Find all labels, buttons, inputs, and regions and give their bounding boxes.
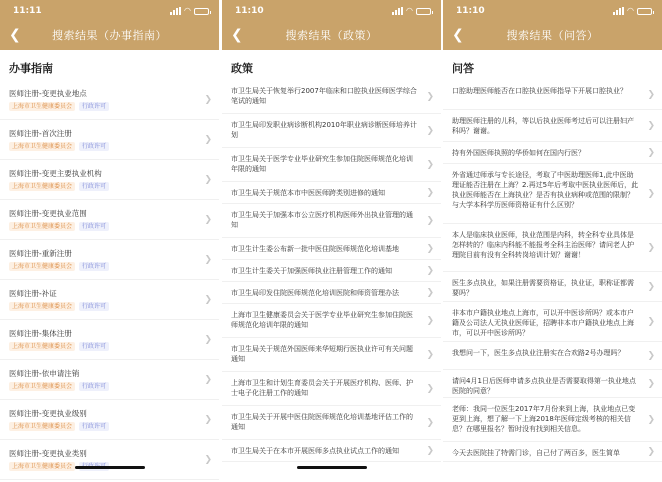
- header-bar: [222, 0, 441, 50]
- signal-icon: [392, 7, 403, 15]
- guide-list-item[interactable]: [0, 200, 219, 240]
- qa-list-item[interactable]: [443, 398, 662, 442]
- screen-qa: [443, 0, 662, 482]
- chevron-right-icon: ❯: [426, 91, 434, 102]
- battery-icon: [637, 8, 652, 15]
- guide-list-item[interactable]: [0, 240, 219, 280]
- status-time: 11:10: [235, 6, 264, 16]
- policy-item-title: 市卫生局关于规范外国医师来华短期行医执业许可有关问题通知: [231, 345, 413, 363]
- section-title: 问答: [452, 62, 474, 75]
- guide-list-item[interactable]: [0, 80, 219, 120]
- department-tag: 上海市卫生健康委员会: [9, 222, 75, 231]
- back-icon[interactable]: ❮: [231, 27, 243, 43]
- chevron-right-icon: ❯: [204, 414, 212, 425]
- page-title: 搜索结果（政策）: [285, 29, 378, 42]
- home-indicator[interactable]: [75, 466, 145, 469]
- category-tag: 行政许可: [79, 102, 109, 111]
- guide-item-title: 医师注册-集体注册: [9, 329, 72, 338]
- category-tag: 行政许可: [79, 262, 109, 271]
- qa-item-question: 本人是临床执业医师，执业范围是内科，转全科专业具体是怎样转的？临床内科能不能报考全科主治医师？请问老人护理院目前有没有全科转岗培训计划？谢谢！: [452, 231, 634, 259]
- battery-icon: [194, 8, 209, 15]
- qa-item-question: 助理医师注册的儿科，等以后执业医师考过后可以注册妇产科吗？谢谢。: [452, 117, 634, 135]
- status-bar: [443, 6, 662, 20]
- department-tag: 上海市卫生健康委员会: [9, 422, 75, 431]
- section-title: 办事指南: [9, 62, 53, 75]
- policy-list-item[interactable]: [222, 114, 441, 148]
- policy-list-item[interactable]: [222, 260, 441, 282]
- chevron-right-icon: ❯: [426, 125, 434, 136]
- chevron-right-icon: ❯: [426, 349, 434, 360]
- back-icon[interactable]: ❮: [9, 27, 21, 43]
- chevron-right-icon: ❯: [426, 265, 434, 276]
- qa-list: [443, 80, 662, 462]
- status-icons: [613, 7, 652, 15]
- guide-item-tags: [9, 382, 210, 391]
- policy-item-title: 市卫生计生委公布新一批中医住院医师规范化培训基地: [231, 245, 399, 253]
- guide-list-item[interactable]: [0, 280, 219, 320]
- guide-item-title: 医师注册-变更执业地点: [9, 89, 87, 98]
- policy-item-title: 市卫生局关于医学专业毕业研究生参加住院医师规范化培训年限的通知: [231, 155, 413, 173]
- policy-list-item[interactable]: [222, 204, 441, 238]
- chevron-right-icon: ❯: [647, 120, 655, 131]
- qa-item-question: 非本市户籍执业地点上海市，可以开中医诊所吗？或本市户籍及公司法人无执业医师证，招聘非本市户籍执业地点上海市，可以开中医诊所吗？: [452, 309, 634, 337]
- screen-policies: [222, 0, 441, 482]
- policy-list-item[interactable]: [222, 282, 441, 304]
- chevron-right-icon: ❯: [426, 383, 434, 394]
- status-bar: [222, 6, 441, 20]
- status-time: 11:11: [13, 6, 42, 16]
- qa-list-item[interactable]: [443, 342, 662, 370]
- policy-list-item[interactable]: [222, 238, 441, 260]
- chevron-right-icon: ❯: [426, 417, 434, 428]
- chevron-right-icon: ❯: [647, 378, 655, 389]
- chevron-right-icon: ❯: [647, 147, 655, 158]
- policy-list-item[interactable]: [222, 372, 441, 406]
- status-bar: [0, 6, 219, 20]
- category-tag: 行政许可: [79, 382, 109, 391]
- qa-list-item[interactable]: [443, 370, 662, 398]
- header-bar: [0, 0, 219, 50]
- nav-bar: [222, 27, 441, 45]
- chevron-right-icon: ❯: [647, 89, 655, 100]
- policy-item-title: 市卫生局关于开展中医住院医师规范化培训基地评估工作的通知: [231, 413, 413, 431]
- chevron-right-icon: ❯: [647, 188, 655, 199]
- chevron-right-icon: ❯: [426, 187, 434, 198]
- category-tag: 行政许可: [79, 222, 109, 231]
- policy-list-item[interactable]: [222, 406, 441, 440]
- header-bar: [443, 0, 662, 50]
- qa-item-question: 口腔助理医师能否在口腔执业医师指导下开展口腔执业？: [452, 87, 627, 95]
- wifi-icon: ◠: [406, 6, 413, 15]
- qa-list-item[interactable]: [443, 142, 662, 164]
- department-tag: 上海市卫生健康委员会: [9, 262, 75, 271]
- chevron-right-icon: ❯: [647, 316, 655, 327]
- guide-item-title: 医师注册-依申请注销: [9, 369, 80, 378]
- guide-item-tags: [9, 262, 210, 271]
- category-tag: 行政许可: [79, 302, 109, 311]
- category-tag: 行政许可: [79, 342, 109, 351]
- nav-bar: [443, 27, 662, 45]
- chevron-right-icon: ❯: [647, 414, 655, 425]
- qa-item-question: 我想问一下，医生多点执业注册实在合欢路2号办理吗？: [452, 349, 625, 357]
- category-tag: 行政许可: [79, 182, 109, 191]
- chevron-right-icon: ❯: [204, 254, 212, 265]
- policy-list-item[interactable]: [222, 338, 441, 372]
- chevron-right-icon: ❯: [204, 214, 212, 225]
- guide-item-title: 医师注册-变更执业范围: [9, 209, 87, 218]
- chevron-right-icon: ❯: [647, 281, 655, 292]
- chevron-right-icon: ❯: [204, 454, 212, 465]
- department-tag: 上海市卫生健康委员会: [9, 342, 75, 351]
- policy-item-title: 市卫生局关于加强本市公立医疗机构医师外出执业管理的通知: [231, 211, 413, 229]
- home-indicator[interactable]: [297, 466, 367, 469]
- guide-item-title: 医师注册-变更执业级别: [9, 409, 87, 418]
- guide-list-item[interactable]: [0, 400, 219, 440]
- chevron-right-icon: ❯: [647, 350, 655, 361]
- status-icons: [392, 7, 431, 15]
- qa-item-question: 今天去医院挂了特需门诊，自己付了两百多，医生简单: [452, 449, 620, 457]
- page-title: 搜索结果（问答）: [506, 29, 599, 42]
- wifi-icon: ◠: [627, 6, 634, 15]
- guide-item-title: 医师注册-变更主要执业机构: [9, 169, 102, 178]
- chevron-right-icon: ❯: [204, 134, 212, 145]
- guide-list-item[interactable]: [0, 320, 219, 360]
- guide-item-title: 医师注册-补证: [9, 289, 57, 298]
- wifi-icon: ◠: [184, 6, 191, 15]
- qa-item-question: 外省通过师承与专长途径，考取了中医助理医师1,此中医助理证能否注册在上海？2.再过5年后考取中医执业医师后，此执业医师能否在上海执业？是否有执业病种或范围的限制？与大学本科学历医师资格证有什么区别？: [452, 171, 639, 209]
- category-tag: 行政许可: [79, 422, 109, 431]
- policy-item-title: 市卫生局关于在本市开展医师多点执业试点工作的通知: [231, 447, 399, 455]
- guide-item-tags: [9, 302, 210, 311]
- policy-item-title: 上海市卫生健康委员会关于医学专业毕业研究生参加住院医师规范化培训年限的通知: [231, 311, 413, 329]
- department-tag: 上海市卫生健康委员会: [9, 302, 75, 311]
- qa-item-question: 医生多点执业，如果注册需要资格证，执业证，职称证都需要吗？: [452, 279, 634, 297]
- qa-item-question: 老师：我同一位医生2017年7月份来到上海，执业地点已变更到上海，想了解一下上海2018年医师定级考核的相关信息？在哪里报名？暂时没有找到相关信息。: [452, 405, 636, 433]
- guide-item-tags: [9, 102, 210, 111]
- chevron-right-icon: ❯: [426, 287, 434, 298]
- status-icons: [170, 7, 209, 15]
- battery-icon: [416, 8, 431, 15]
- guide-item-tags: [9, 182, 210, 191]
- guide-list-item[interactable]: [0, 360, 219, 400]
- policy-list-item[interactable]: [222, 148, 441, 182]
- policy-item-title: 市卫生局关于恢复举行2007年临床和口腔执业医师医学综合笔试的通知: [231, 87, 417, 105]
- chevron-right-icon: ❯: [204, 334, 212, 345]
- guide-item-title: 医师注册-重新注册: [9, 249, 72, 258]
- qa-list-item[interactable]: [443, 272, 662, 302]
- chevron-right-icon: ❯: [204, 94, 212, 105]
- guide-item-title: 医师注册-变更执业类别: [9, 449, 87, 458]
- guide-list-item[interactable]: [0, 440, 219, 480]
- qa-list-item[interactable]: [443, 110, 662, 142]
- guide-item-tags: [9, 142, 210, 151]
- policy-item-title: 上海市卫生和计划生育委员会关于开展医疗机构、医师、护士电子化注册工作的通知: [231, 379, 413, 397]
- chevron-right-icon: ❯: [426, 315, 434, 326]
- department-tag: 上海市卫生健康委员会: [9, 462, 75, 471]
- chevron-right-icon: ❯: [204, 374, 212, 385]
- department-tag: 上海市卫生健康委员会: [9, 142, 75, 151]
- policy-list-item[interactable]: [222, 304, 441, 338]
- back-icon[interactable]: ❮: [452, 27, 464, 43]
- chevron-right-icon: ❯: [426, 243, 434, 254]
- department-tag: 上海市卫生健康委员会: [9, 382, 75, 391]
- guide-list-item[interactable]: [0, 120, 219, 160]
- department-tag: 上海市卫生健康委员会: [9, 102, 75, 111]
- page-title: 搜索结果（办事指南）: [52, 29, 167, 42]
- qa-item-question: 持有外国医师执照的华侨如何在国内行医？: [452, 149, 585, 157]
- nav-bar: [0, 27, 219, 45]
- policy-list-item[interactable]: [222, 182, 441, 204]
- category-tag: 行政许可: [79, 142, 109, 151]
- signal-icon: [170, 7, 181, 15]
- qa-list-item[interactable]: [443, 442, 662, 462]
- guide-list: [0, 80, 219, 480]
- chevron-right-icon: ❯: [204, 294, 212, 305]
- guide-list-item[interactable]: [0, 160, 219, 200]
- section-title: 政策: [231, 62, 253, 75]
- policy-list-item[interactable]: [222, 440, 441, 462]
- qa-list-item[interactable]: [443, 80, 662, 110]
- chevron-right-icon: ❯: [647, 446, 655, 457]
- chevron-right-icon: ❯: [426, 215, 434, 226]
- policy-list: [222, 80, 441, 462]
- guide-item-tags: [9, 222, 210, 231]
- department-tag: 上海市卫生健康委员会: [9, 182, 75, 191]
- chevron-right-icon: ❯: [204, 174, 212, 185]
- qa-list-item[interactable]: [443, 302, 662, 342]
- guide-item-tags: [9, 422, 210, 431]
- chevron-right-icon: ❯: [426, 445, 434, 456]
- chevron-right-icon: ❯: [426, 159, 434, 170]
- screen-guides: [0, 0, 219, 482]
- qa-list-item[interactable]: [443, 224, 662, 272]
- chevron-right-icon: ❯: [647, 242, 655, 253]
- qa-item-question: 请问4月1日后医师申请多点执业是否需要取得第一执业地点医院的同意？: [452, 377, 636, 395]
- policy-item-title: 市卫生计生委关于加强医师执业注册管理工作的通知: [231, 267, 392, 275]
- guide-item-title: 医师注册-首次注册: [9, 129, 72, 138]
- signal-icon: [613, 7, 624, 15]
- policy-item-title: 市卫生局印发住院医师规范化培训医院和师资管理办法: [231, 289, 399, 297]
- policy-item-title: 市卫生局印发职业病诊断机构2010年职业病诊断医师培养计划: [231, 121, 417, 139]
- qa-list-item[interactable]: [443, 164, 662, 224]
- guide-item-tags: [9, 342, 210, 351]
- status-time: 11:10: [456, 6, 485, 16]
- policy-item-title: 市卫生局关于规范本市中医医师跨类别进修的通知: [231, 189, 385, 197]
- policy-list-item[interactable]: [222, 80, 441, 114]
